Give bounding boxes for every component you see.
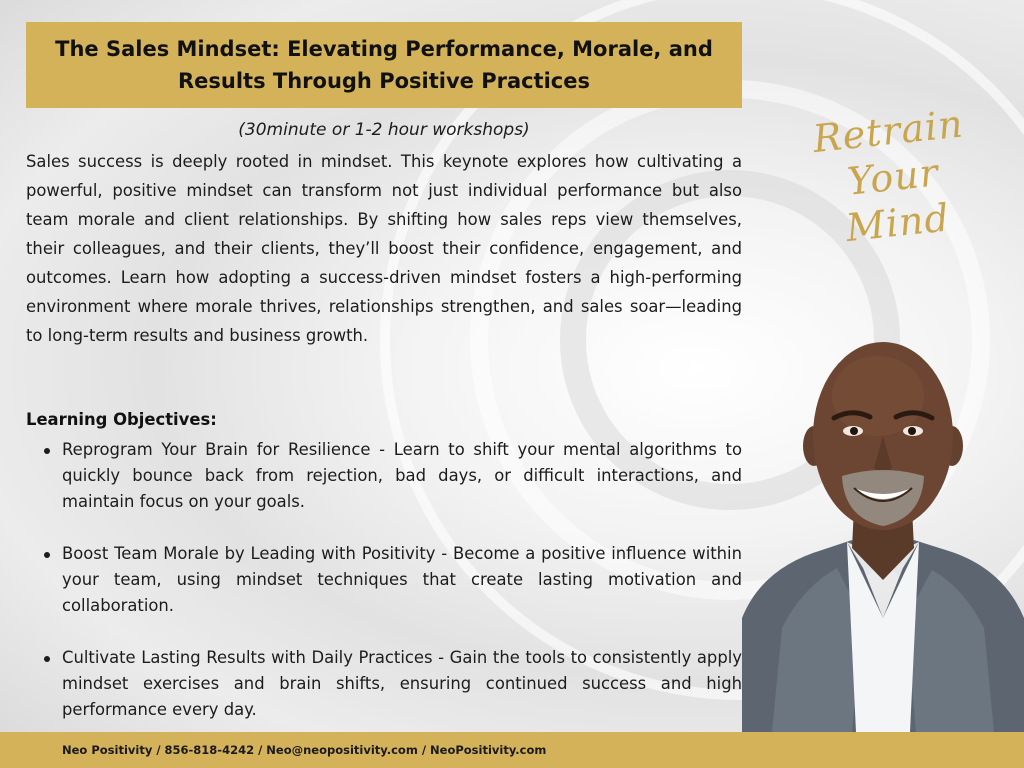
subtitle: (30minute or 1-2 hour workshops) xyxy=(238,120,530,140)
title-banner xyxy=(26,22,742,108)
bullet-icon xyxy=(44,552,50,558)
list-item xyxy=(26,437,742,515)
man-portrait-icon xyxy=(742,318,1024,732)
objective-text: Reprogram Your Brain for Resilience - Learn to shift your mental algorithms to quickly bounce back from rejection, bad days, or difficult interactions, and maintain focus on your goals. xyxy=(62,440,742,511)
script-title-line: Retrain xyxy=(810,101,966,162)
footer-contact: Neo Positivity / 856-818-4242 / Neo@neopositivity.com / NeoPositivity.com xyxy=(62,743,547,757)
objective-text: Cultivate Lasting Results with Daily Practices - Gain the tools to consistently apply mindset exercises and brain shifts, ensuring continued success and high performance every day. xyxy=(62,648,742,719)
list-item xyxy=(26,645,742,723)
bullet-icon xyxy=(44,656,50,662)
list-item xyxy=(26,541,742,619)
script-title-line: Your xyxy=(845,150,941,204)
objectives-list xyxy=(26,437,742,749)
intro-paragraph: Sales success is deeply rooted in mindset. This keynote explores how cultivating a powerful, positive mindset can transform not just individual performance but also team morale and client relationships. By shifting how sales reps view themselves, their colleagues, and their clients, they’ll boost their confidence, engagement, and outcomes. Learn how adopting a success-driven mindset fosters a high-performing environment where morale thrives, relationships strengthen, and sales soar—leading to long-term results and business growth. xyxy=(26,152,742,345)
script-title-line: Mind xyxy=(843,195,952,251)
objective-text: Boost Team Morale by Leading with Positivity - Become a positive influence within your team, using mindset techniques that create lasting motivation and collaboration. xyxy=(62,544,742,615)
objectives-heading: Learning Objectives: xyxy=(26,410,217,429)
footer-bar xyxy=(0,732,1024,768)
bullet-icon xyxy=(44,448,50,454)
script-title xyxy=(801,99,984,254)
page-title: The Sales Mindset: Elevating Performance, Morale, and Results Through Positive Practices xyxy=(55,37,713,93)
